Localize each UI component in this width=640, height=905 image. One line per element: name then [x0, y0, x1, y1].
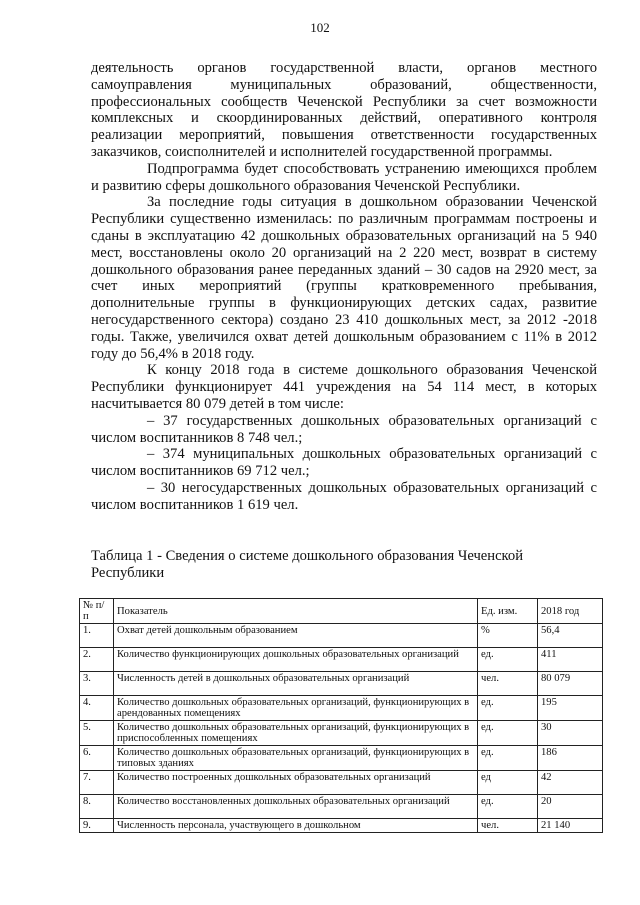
unit-cell: ед.: [478, 746, 538, 771]
table-body: [80, 624, 603, 833]
table-row: [80, 696, 603, 721]
value-cell: 20: [538, 795, 603, 819]
table-row: [80, 771, 603, 795]
table-row: [80, 795, 603, 819]
table-row: [80, 672, 603, 696]
value-cell: 186: [538, 746, 603, 771]
row-number: 1.: [80, 624, 114, 648]
table-header-row: [80, 599, 603, 624]
table-row: [80, 648, 603, 672]
table-row: [80, 746, 603, 771]
value-cell: 195: [538, 696, 603, 721]
paragraph: К концу 2018 года в системе дошкольного образования Чеченской Республики функционирует 441 учреждения на 54 114 мест, в которых насчитывается 80 079 детей в том числе:: [91, 362, 597, 412]
row-number: 5.: [80, 721, 114, 746]
row-number: 4.: [80, 696, 114, 721]
paragraph: Подпрограмма будет способствовать устранению имеющихся проблем и развитию сферы дошкольного образования Чеченской Республики.: [91, 160, 597, 194]
table-row: [80, 819, 603, 833]
value-cell: 30: [538, 721, 603, 746]
list-item: – 374 муниципальных дошкольных образовательных организаций с числом воспитанников 69 712 чел.;: [91, 446, 597, 480]
indicator-cell: Количество восстановленных дошкольных образовательных организаций: [114, 795, 478, 819]
indicator-cell: Количество построенных дошкольных образовательных организаций: [114, 771, 478, 795]
value-cell: 80 079: [538, 672, 603, 696]
list-item: – 37 государственных дошкольных образовательных организаций с числом воспитанников 8 748 чел.;: [91, 412, 597, 446]
value-cell: 21 140: [538, 819, 603, 833]
table-row: [80, 624, 603, 648]
value-cell: 56,4: [538, 624, 603, 648]
row-number: 8.: [80, 795, 114, 819]
row-number: 6.: [80, 746, 114, 771]
unit-cell: %: [478, 624, 538, 648]
header-indicator: Показатель: [114, 599, 478, 624]
header-unit: Ед. изм.: [478, 599, 538, 624]
row-number: 2.: [80, 648, 114, 672]
body-text: [91, 60, 597, 514]
indicator-cell: Численность персонала, участвующего в дошкольном: [114, 819, 478, 833]
indicator-cell: Численность детей в дошкольных образовательных организаций: [114, 672, 478, 696]
header-year: 2018 год: [538, 599, 603, 624]
value-cell: 42: [538, 771, 603, 795]
unit-cell: чел.: [478, 819, 538, 833]
table-row: [80, 721, 603, 746]
indicator-cell: Количество дошкольных образовательных организаций, функционирующих в приспособленных помещениях: [114, 721, 478, 746]
unit-cell: ед: [478, 771, 538, 795]
unit-cell: чел.: [478, 672, 538, 696]
statistics-table: [79, 598, 603, 833]
list-item: – 30 негосударственных дошкольных образовательных организаций с числом воспитанников 1 619 чел.: [91, 479, 597, 513]
unit-cell: ед.: [478, 696, 538, 721]
row-number: 3.: [80, 672, 114, 696]
row-number: 7.: [80, 771, 114, 795]
indicator-cell: Количество дошкольных образовательных организаций, функционирующих в типовых зданиях: [114, 746, 478, 771]
value-cell: 411: [538, 648, 603, 672]
page-number: 102: [310, 20, 330, 35]
unit-cell: ед.: [478, 795, 538, 819]
paragraph: деятельность органов государственной власти, органов местного самоуправления муниципальных образований, общественности, профессиональных сообществ Чеченской Республики за счет возможности комплексных и скоординированных действий, оперативного контроля реализации мероприятий, повышения ответственности государственных заказчиков, соисполнителей и исполнителей государственной программы.: [91, 60, 597, 160]
indicator-cell: Количество дошкольных образовательных организаций, функционирующих в арендованных помещениях: [114, 696, 478, 721]
indicator-cell: Количество функционирующих дошкольных образовательных организаций: [114, 648, 478, 672]
unit-cell: ед.: [478, 648, 538, 672]
table-caption: Таблица 1 - Сведения о системе дошкольного образования Чеченской Республики: [91, 548, 524, 581]
row-number: 9.: [80, 819, 114, 833]
indicator-cell: Охват детей дошкольным образованием: [114, 624, 478, 648]
unit-cell: ед.: [478, 721, 538, 746]
header-number: № п/п: [80, 599, 114, 624]
paragraph: За последние годы ситуация в дошкольном образовании Чеченской Республики существенно изменилась: по различным программам построены и сданы в эксплуатацию 42 дошкольных образовательных организаций на 5 940 мест, восстановлены около 20 организаций на 2 220 мест, возврат в систему дошкольного образования ранее переданных зданий – 30 садов на 2920 мест, за счет иных мероприятий (группы кратковременного пребывания, дополнительные группы в функционирующих детских садах, развитие негосударственного сектора) создано 23 410 дошкольных мест, за 2012 -2018 годы. Также, увеличился охват детей дошкольным образованием с 11% в 2012 году до 56,4% в 2018 году.: [91, 194, 597, 362]
